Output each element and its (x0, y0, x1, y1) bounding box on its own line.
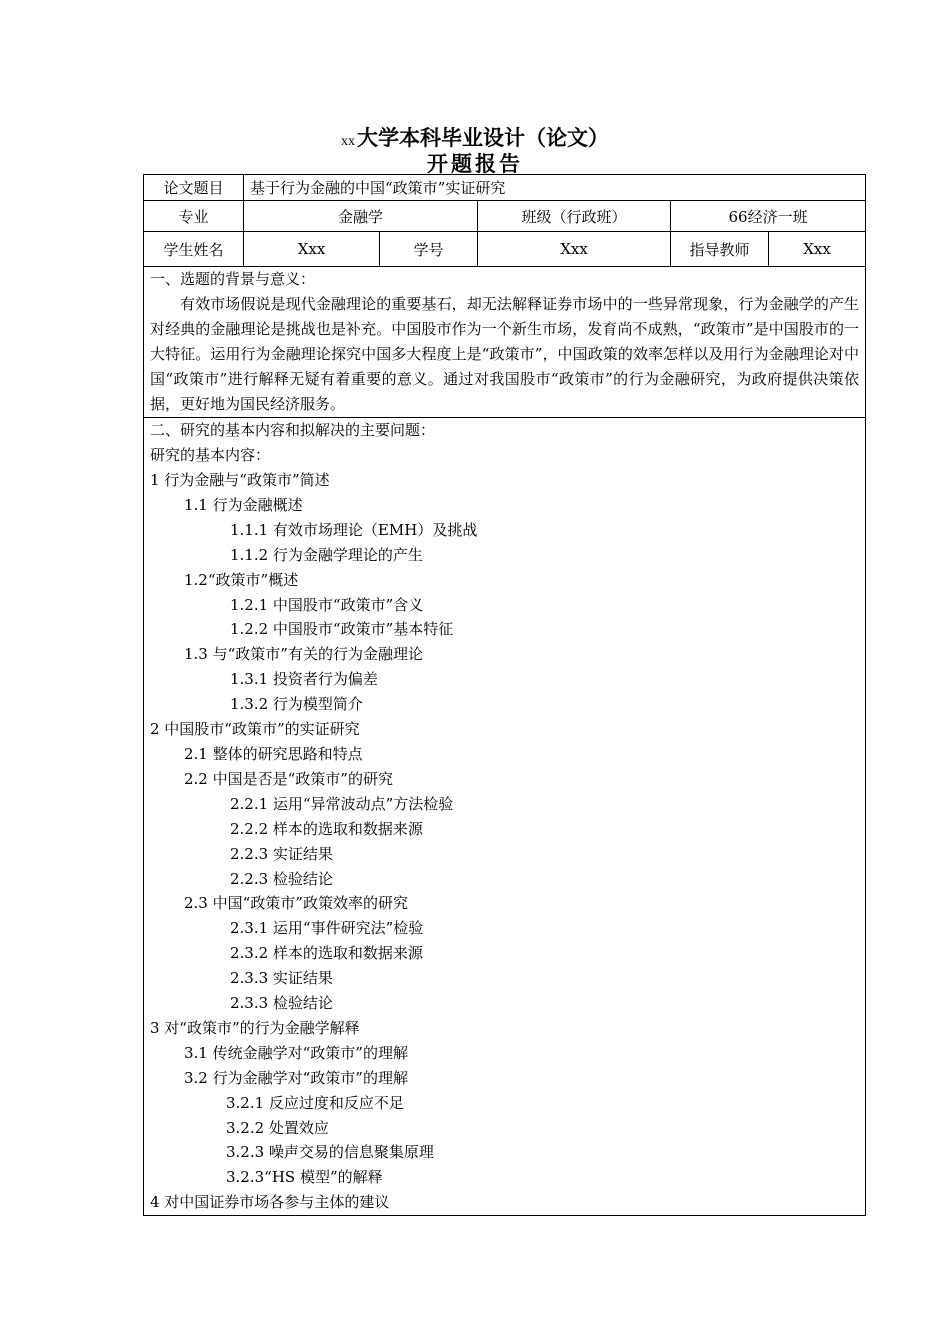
outline-item: 3 对“政策市”的行为金融学解释 (150, 1018, 360, 1037)
outline-item: 1.3.2 行为模型简介 (230, 695, 363, 714)
outline-item: 2.2.1 运用“异常波动点”方法检验 (230, 794, 454, 813)
outline-item: 2.2.2 样本的选取和数据来源 (230, 819, 423, 838)
outline-item: 1.2.1 中国股市“政策市”含义 (230, 595, 424, 614)
outline-item: 2 中国股市“政策市”的实证研究 (150, 720, 360, 739)
outline-item: 2.2.3 检验结论 (230, 869, 333, 888)
student-value: Xxx (244, 232, 380, 267)
background-section-row (144, 267, 866, 418)
outline-item: 3.2 行为金融学对“政策市”的理解 (184, 1068, 408, 1087)
outline-item: 1.1.2 行为金融学理论的产生 (230, 545, 423, 564)
content-section-row (144, 418, 866, 1216)
outline-item: 2.3 中国“政策市”政策效率的研究 (184, 894, 408, 913)
content-subheading: 研究的基本内容： (150, 446, 271, 464)
major-label: 专业 (144, 201, 244, 232)
student-id-label: 学号 (380, 232, 478, 267)
outline-item: 1.2.2 中国股市“政策市”基本特征 (230, 620, 454, 639)
outline-item: 3.2.3“HS 模型”的解释 (226, 1168, 383, 1187)
content-section (144, 418, 866, 1216)
outline-list (150, 468, 859, 1215)
student-row (144, 232, 866, 267)
outline-item: 1 行为金融与“政策市”简述 (150, 471, 330, 489)
outline-item: 2.3.2 样本的选取和数据来源 (230, 944, 423, 963)
content-heading: 二、研究的基本内容和拟解决的主要问题： (150, 421, 436, 439)
outline-item: 3.2.2 处置效应 (226, 1118, 329, 1137)
outline-item: 3.1 传统金融学对“政策市”的理解 (184, 1043, 408, 1062)
background-section (144, 267, 866, 418)
background-heading: 一、选题的背景与意义： (150, 270, 316, 288)
title-prefix: xx (341, 134, 355, 149)
outline-item: 4 对中国证券市场各参与主体的建议 (150, 1193, 390, 1212)
outline-item: 2.2.3 实证结果 (230, 844, 333, 863)
class-value: 66经济一班 (671, 201, 866, 232)
document-subtitle: 开题报告 (427, 152, 523, 176)
title-text: 大学本科毕业设计（论文） (357, 126, 609, 150)
outline-item: 1.1 行为金融概述 (184, 495, 303, 514)
student-label: 学生姓名 (144, 232, 244, 267)
outline-item: 3.2.3 噪声交易的信息聚集原理 (226, 1143, 434, 1162)
outline-item: 1.2“政策市”概述 (184, 570, 299, 589)
outline-item: 3.2.1 反应过度和反应不足 (226, 1093, 404, 1112)
outline-item: 1.3.1 投资者行为偏差 (230, 670, 378, 689)
proposal-form-table (143, 174, 866, 1216)
topic-row (144, 175, 866, 201)
outline-item: 2.1 整体的研究思路和特点 (184, 744, 363, 763)
major-row (144, 201, 866, 232)
student-id-value: Xxx (478, 232, 671, 267)
major-value: 金融学 (244, 201, 478, 232)
advisor-label: 指导教师 (671, 232, 769, 267)
outline-item: 2.3.1 运用“事件研究法”检验 (230, 919, 424, 938)
outline-item: 2.3.3 检验结论 (230, 994, 333, 1013)
outline-item: 2.2 中国是否是“政策市”的研究 (184, 769, 393, 788)
outline-item: 1.1.1 有效市场理论（EMH）及挑战 (230, 520, 478, 539)
outline-item: 2.3.3 实证结果 (230, 969, 333, 988)
outline-item: 1.3 与“政策市”有关的行为金融理论 (184, 645, 423, 664)
class-label: 班级（行政班） (478, 201, 671, 232)
advisor-value: Xxx (769, 232, 866, 267)
background-paragraph: 有效市场假说是现代金融理论的重要基石，却无法解释证券市场中的一些异常现象，行为金融学的产生对经典的金融理论是挑战也是补充。中国股市作为一个新生市场，发育尚不成熟，“政策市”是中国股市的一大特征。运用行为金融理论探究中国多大程度上是“政策市”，中国政策的效率怎样以及用行为金融理论对中国“政策市”进行解释无疑有着重要的意义。通过对我国股市“政策市”的行为金融研究，为政府提供决策依据，更好地为国民经济服务。 (150, 295, 860, 413)
topic-label: 论文题目 (144, 175, 244, 201)
topic-value: 基于行为金融的中国“政策市”实证研究 (244, 175, 866, 201)
